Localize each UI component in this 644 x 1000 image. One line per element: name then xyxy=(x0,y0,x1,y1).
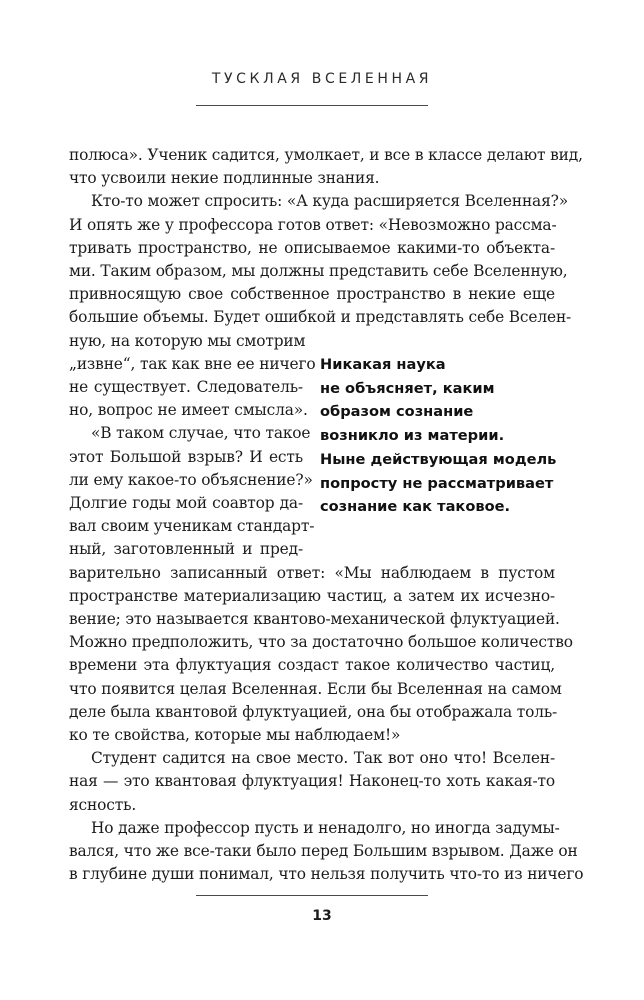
body-line: Долгие годы мой соавтор да- xyxy=(69,494,303,512)
pull-quote-line: Ныне действующая модель xyxy=(320,450,557,468)
body-line: что усвоили некие подлинные знания. xyxy=(69,169,380,188)
pull-quote-line: Никакая наука xyxy=(320,356,446,373)
body-line: ко те свойства, которые мы наблюдаем!» xyxy=(69,726,401,744)
body-line: ясность. xyxy=(69,795,137,814)
body-line: ная — это квантовая флуктуация! Наконец-то хоть какая-то xyxy=(69,772,555,791)
body-line: тривать пространство, не описываемое какими-то объекта- xyxy=(69,238,555,257)
body-line: вал своим ученикам стандарт- xyxy=(69,517,315,536)
body-line: «В таком случае, что такое xyxy=(91,424,311,443)
body-line: но, вопрос не имеет смысла». xyxy=(69,401,308,420)
body-line: большие объемы. Будет ошибкой и представлять себе Вселен- xyxy=(69,308,572,327)
body-line: варительно записанный ответ: «Мы наблюдаем в пустом xyxy=(69,563,555,582)
header-rule xyxy=(196,105,428,106)
pull-quote-line: попросту не рассматривает xyxy=(320,474,554,492)
body-line: ми. Таким образом, мы должны представить себе Вселенную, xyxy=(69,262,568,280)
body-line: пространстве материализацию частиц, а затем их исчезно- xyxy=(69,586,555,605)
body-line: привносящую свое собственное пространство в некие еще xyxy=(69,285,555,304)
body-line: в глубине души понимал, что нельзя получить что-то из ничего xyxy=(69,865,584,884)
body-line: не существует. Следователь- xyxy=(69,378,303,396)
body-line: ную, на которую мы смотрим xyxy=(69,331,306,350)
body-line: времени эта флуктуация создаст такое количество частиц, xyxy=(69,656,555,675)
body-line: И опять же у профессора готов ответ: «Невозможно рассма- xyxy=(69,215,557,234)
footer-rule xyxy=(196,895,428,896)
body-line: этот Большой взрыв? И есть xyxy=(69,447,303,466)
pull-quote-line: не объясняет, каким xyxy=(320,379,495,397)
body-line: ный, заготовленный и пред- xyxy=(69,540,303,559)
body-line: что появится целая Вселенная. Если бы Вселенная на самом xyxy=(69,679,562,698)
pull-quote-line: образом сознание xyxy=(320,403,474,421)
body-line: вался, что же все-таки было перед Большим взрывом. Даже он xyxy=(69,842,578,860)
body-line: деле была квантовой флуктуацией, она бы отображала толь- xyxy=(69,702,558,721)
body-line: полюса». Ученик садится, умолкает, и все в классе делают вид, xyxy=(69,146,583,164)
body-line: Но даже профессор пусть и ненадолго, но иногда задумы- xyxy=(91,818,560,837)
body-line: Кто-то может спросить: «А куда расширяется Вселенная?» xyxy=(91,192,569,211)
pull-quote-line: возникло из материи. xyxy=(320,427,505,445)
body-line: ли ему какое-то объяснение?» xyxy=(69,470,313,489)
body-line: вение; это называется квантово-механической флуктуацией. xyxy=(69,610,560,628)
body-line: „извне“, так как вне ее ничего xyxy=(69,354,316,373)
page-number: 13 xyxy=(312,908,332,924)
body-line: Можно предположить, что за достаточно большое количество xyxy=(69,633,573,652)
body-line: Студент садится на свое место. Так вот оно что! Вселен- xyxy=(91,749,555,768)
pull-quote-line: сознание как таковое. xyxy=(320,498,511,516)
running-header: ТУСКЛАЯ ВСЕЛЕННАЯ xyxy=(211,71,433,87)
